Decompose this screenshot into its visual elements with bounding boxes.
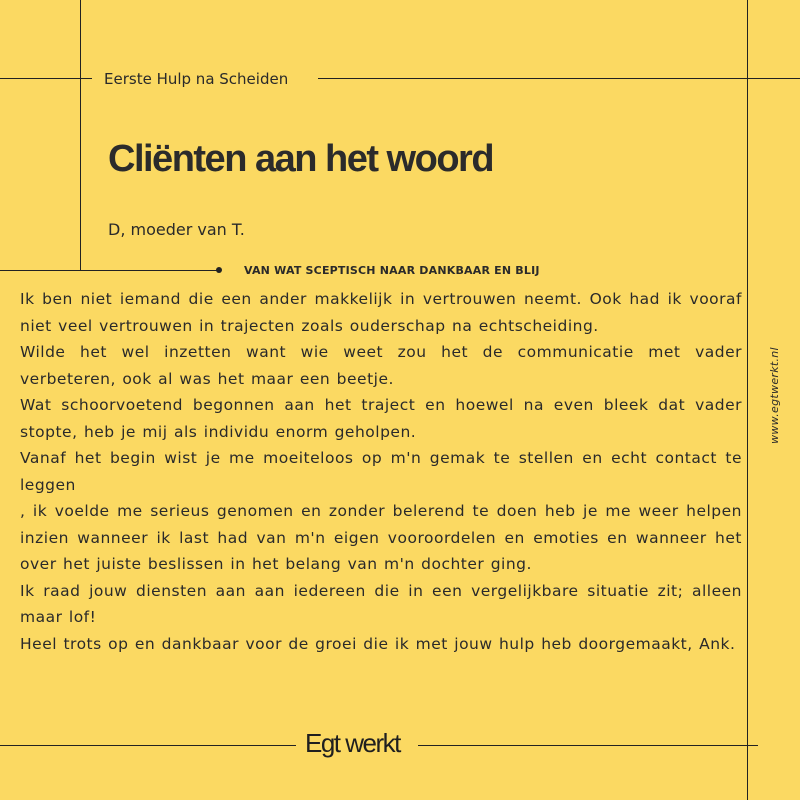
frame-dot	[216, 267, 222, 273]
testimonial-paragraph: , ik voelde me serieus genomen en zonder belerend te doen heb je me weer helpen inzien wanneer ik last had van m'n eigen vooroordelen en emoties en wanneer het over het juiste beslissen in het belang van m'n dochter ging.	[20, 502, 742, 573]
frame-line-left-vertical	[80, 0, 81, 270]
eyebrow-text: Eerste Hulp na Scheiden	[104, 70, 289, 88]
page-title: Cliënten aan het woord	[108, 138, 494, 180]
testimonial-paragraph: Heel trots op en dankbaar voor de groei die ik met jouw hulp heb doorgemaakt, Ank.	[20, 634, 736, 653]
testimonial-paragraph: Wat schoorvoetend begonnen aan het traject en hoewel na even bleek dat vader stopte, heb je mij als individu enorm geholpen.	[20, 396, 742, 441]
testimonial-subheading: VAN WAT SCEPTISCH NAAR DANKBAAR EN BLIJ	[244, 264, 540, 277]
testimonial-paragraph: Ik ben niet iemand die een ander makkelijk in vertrouwen neemt. Ook had ik vooraf niet veel vertrouwen in trajecten zoals ouderschap na echtscheiding.	[20, 290, 742, 335]
frame-line-bottom-left	[0, 745, 296, 746]
testimonial-paragraph: Ik raad jouw diensten aan aan iedereen die in een vergelijkbare situatie zit; alleen maar lof!	[20, 581, 742, 626]
frame-line-top-right	[318, 78, 800, 79]
frame-line-mid	[0, 270, 218, 271]
frame-line-top	[0, 78, 92, 79]
frame-line-bottom-right	[418, 745, 758, 746]
brand-logo: Egt werkt	[305, 728, 400, 758]
frame-line-right-vertical	[747, 0, 748, 800]
website-url-text: www.egtwerkt.nl	[767, 346, 781, 444]
testimonial-author: D, moeder van T.	[108, 220, 245, 239]
testimonial-body	[20, 286, 742, 657]
testimonial-paragraph: Vanaf het begin wist je me moeiteloos op m'n gemak te stellen en echt contact te leggen	[20, 449, 742, 494]
website-url	[762, 320, 786, 470]
testimonial-paragraph: Wilde het wel inzetten want wie weet zou het de communicatie met vader verbeteren, ook al was het maar een beetje.	[20, 343, 742, 388]
